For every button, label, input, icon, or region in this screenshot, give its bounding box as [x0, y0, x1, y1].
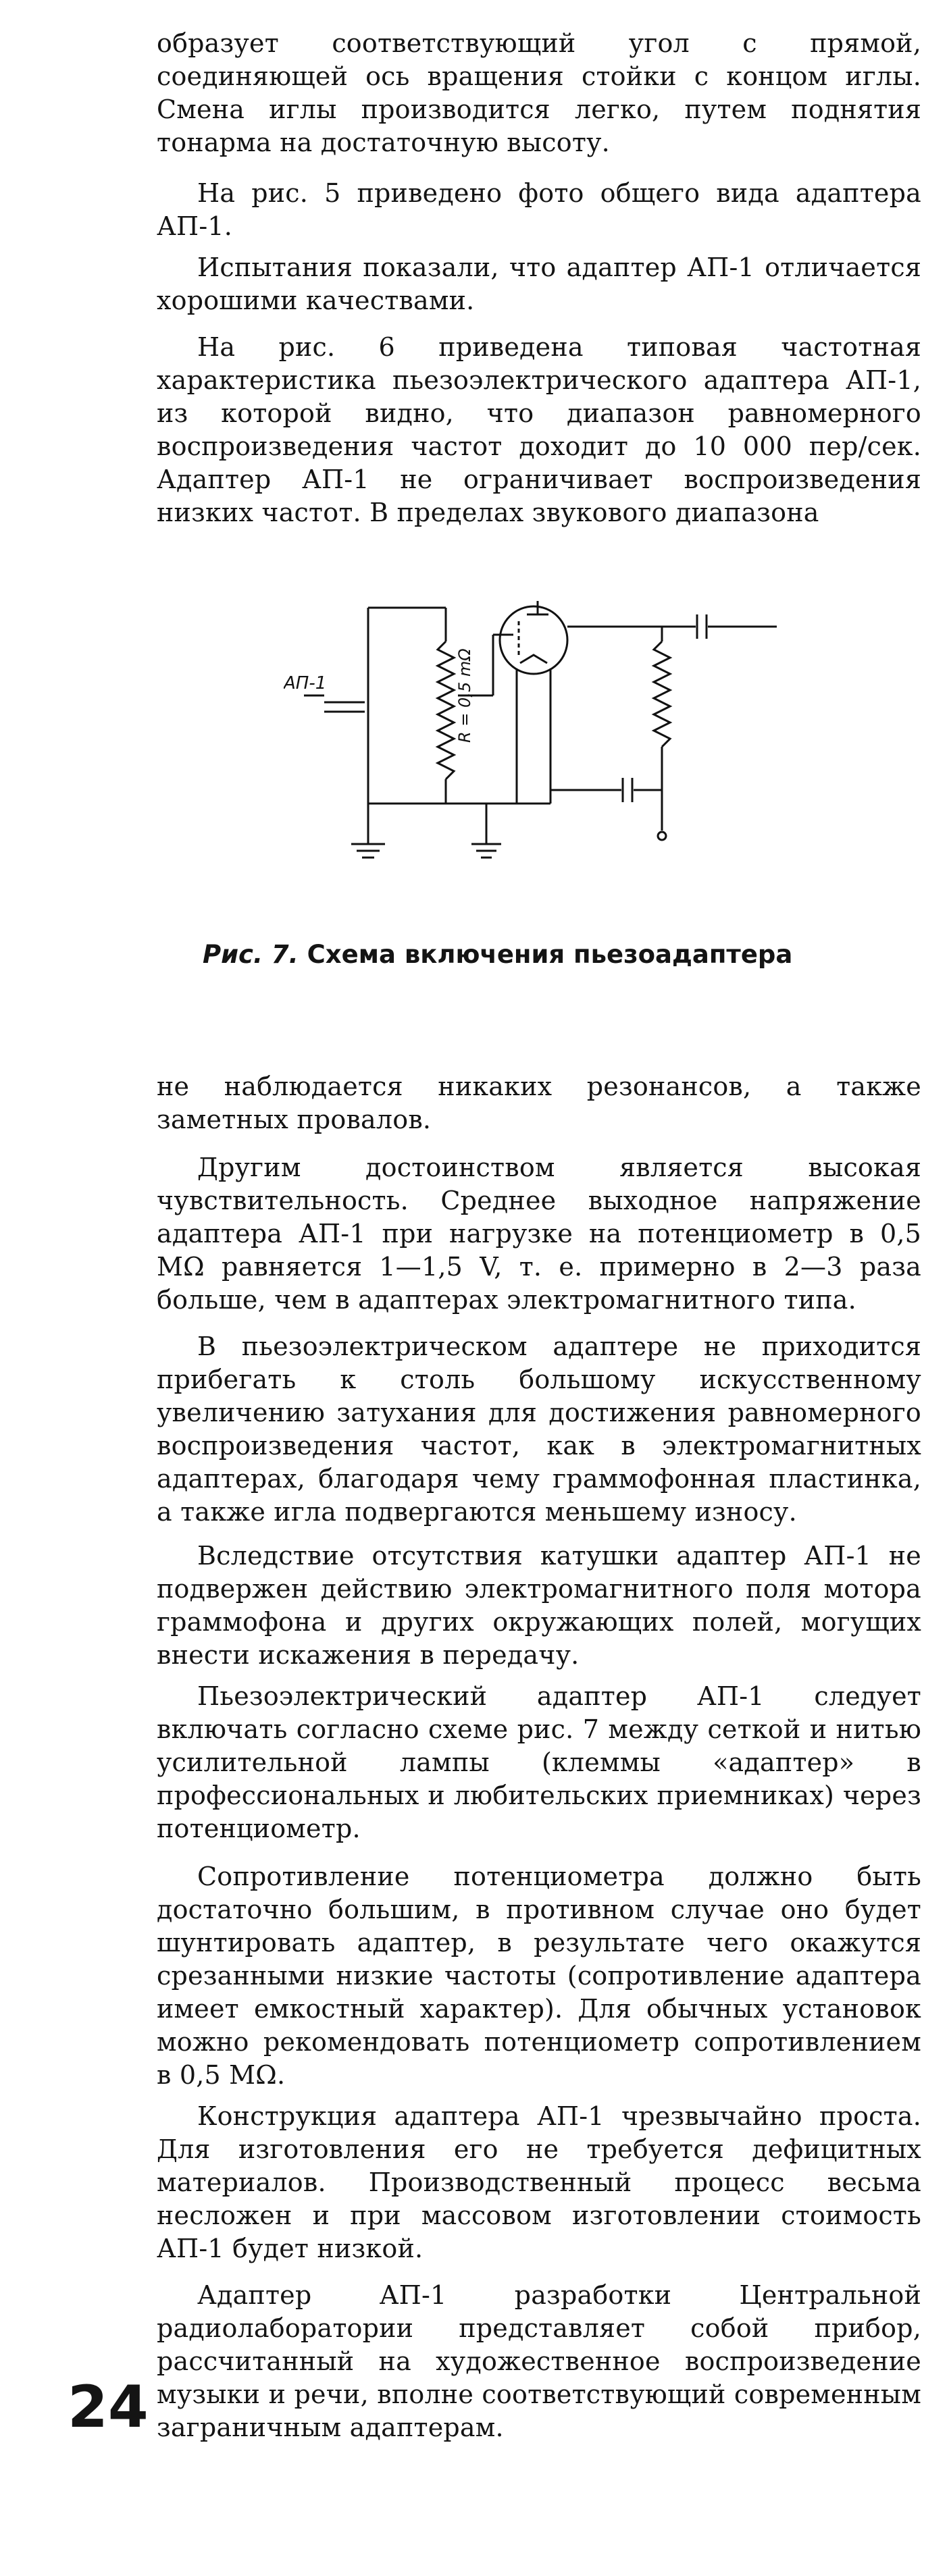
page-number: 24: [68, 2373, 149, 2441]
caption-text: Схема включения пьезоадаптера: [307, 940, 793, 969]
adapter-label: АП-1: [284, 673, 327, 693]
paragraph-5: не наблюдается никаких резонансов, а также заметных провалов.: [157, 1072, 921, 1134]
potentiometer-resistor: [438, 641, 454, 779]
paragraph-10: Сопротивление потенциометра должно быть достаточно большим, в противном случае оно будет шунтировать адаптер, в результате чего окажутся срезанными низкие частоты (сопротивление адаптера имеет емкостный характер). Для обычных установок можно рекомендовать потенциометр сопротивлением в 0,5 MΩ.: [157, 1862, 921, 2090]
load-resistor: [654, 641, 670, 747]
paragraph-7: В пьезоэлектрическом адаптере не приходится прибегать к столь большому искусственному увеличению затухания для достижения равномерного воспроизведения частот, как в электромагнитных адаптерах, благодаря чему граммофонная пластинка, а также игла подвергаются меньшему износу.: [157, 1332, 921, 1527]
caption-number: Рис. 7.: [203, 940, 299, 969]
paragraph-8: Вследствие отсутствия катушки адаптер АП-1 не подвержен действию электромагнитного поля мотора граммофона и других окружающих полей, могущих внести искажения в передачу.: [157, 1541, 921, 1670]
paragraph-2: На рис. 5 приведено фото общего вида адаптера АП-1.: [157, 178, 921, 241]
output-terminal: [658, 832, 666, 840]
paragraph-9: Пьезоэлектрический адаптер АП-1 следует включать согласно схеме рис. 7 между сеткой и нитью усилительной лампы (клеммы «адаптер» в профессиональных и любительских приемниках) через потенциометр.: [157, 1681, 921, 1843]
paragraph-1: образует соответствующий угол с прямой, соединяющей ось вращения стойки с концом иглы. Смена иглы производится легко, путем поднятия тонарма на достаточную высоту.: [157, 28, 921, 157]
figure-caption: [203, 939, 878, 971]
vacuum-tube-envelope: [500, 606, 567, 674]
resistor-label: R = 0,5 mΩ: [455, 648, 474, 743]
paragraph-3: Испытания показали, что адаптер АП-1 отличается хорошими качествами.: [157, 253, 921, 315]
circuit-schematic: [284, 601, 797, 918]
paragraph-11: Конструкция адаптера АП-1 чрезвычайно проста. Для изготовления его не требуется дефицитных материалов. Производственный процесс весьма несложен и при массовом изготовлении стоимость АП-1 будет низкой.: [157, 2101, 921, 2263]
paragraph-12: Адаптер АП-1 разработки Центральной радиолаборатории представляет собой прибор, рассчитанный на художественное воспроизведение музыки и речи, вполне соответствующий современным заграничным адаптерам.: [157, 2280, 921, 2442]
tube-filament: [520, 655, 547, 663]
paragraph-6: Другим достоинством является высокая чувствительность. Среднее выходное напряжение адаптера АП-1 при нагрузке на потенциометр в 0,5 MΩ равняется 1—1,5 V, т. е. примерно в 2—3 раза больше, чем в адаптерах электромагнитного типа.: [157, 1153, 921, 1315]
paragraph-4: На рис. 6 приведена типовая частотная характеристика пьезоэлектрического адаптера АП-1, из которой видно, что диапазон равномерного воспроизведения частот доходит до 10 000 пер/сек. Адаптер АП-1 не ограничивает воспроизведения низких частот. В пределах звукового диапазона: [157, 332, 921, 527]
circuit-diagram: [284, 601, 797, 918]
